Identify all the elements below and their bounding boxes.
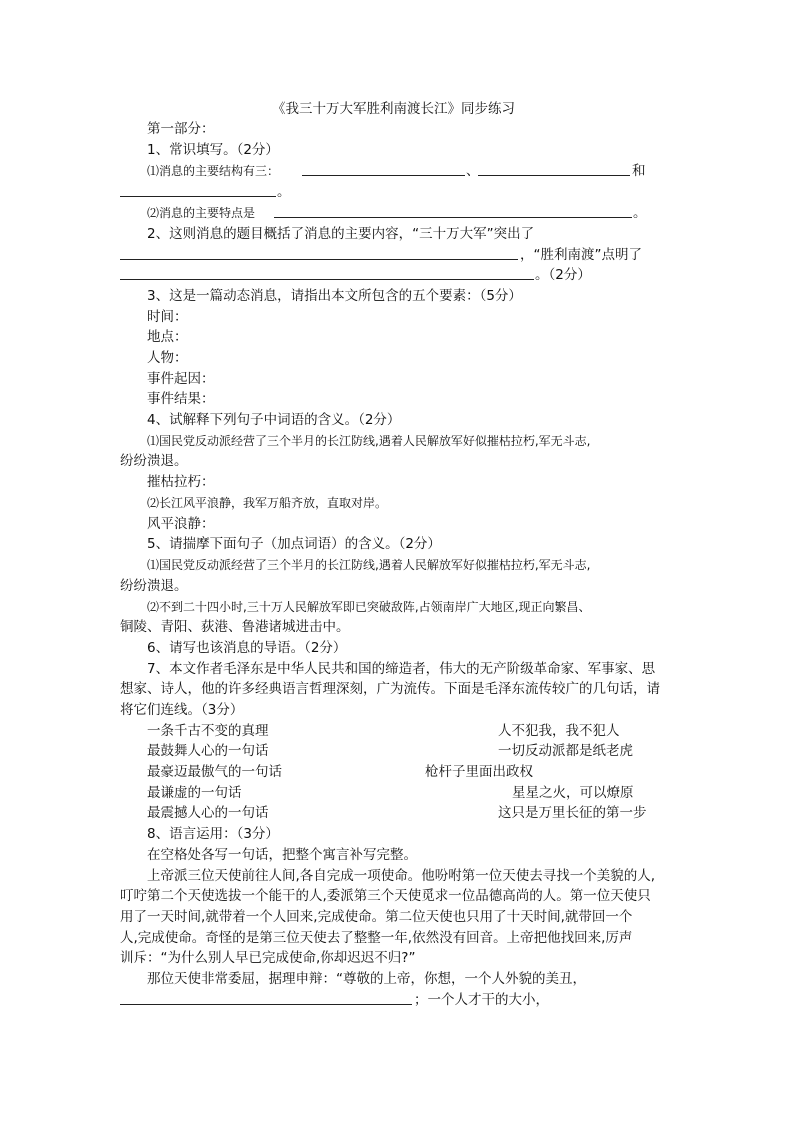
question-5-sentence2: ⑵不到二十四小时,三十万人民解放军即已突破敌阵,占领南岸广大地区,现正向繁昌、 — [147, 600, 591, 614]
question-4-sentence1: ⑴国民党反动派经营了三个半月的长江防线,遇着人民解放军好似摧枯拉朽,军无斗志, — [147, 434, 591, 448]
question-7-line3: 将它们连线。（3分） — [120, 702, 244, 718]
fable-paragraph-2: 那位天使非常委屈，据理申辩：“尊敬的上帝，你想，一个人外貌的美丑， — [147, 971, 586, 987]
question-7-line2: 想家、诗人，他的许多经典语言哲理深刻，广为流传。下面是毛泽东流传较广的几句话，请 — [120, 681, 660, 697]
match-left-item[interactable]: 最豪迈最傲气的一句话 — [147, 764, 282, 780]
answer-blank[interactable] — [120, 196, 276, 197]
question-4-heading: 4、试解释下列句子中词语的含义。（2分） — [147, 412, 401, 428]
question-2-end: 。（2分） — [535, 267, 591, 283]
match-left-item[interactable]: 一条千古不变的真理 — [147, 723, 269, 739]
period-mark: 。 — [277, 184, 291, 200]
question-8-intro: 在空格处各写一句话，把整个寓言补写完整。 — [147, 847, 417, 863]
page-title: 《我三十万大军胜利南渡长江》同步练习 — [272, 101, 515, 117]
fable-paragraph-line: 训斥：“为什么别人早已完成使命,你却迟迟不归?” — [120, 950, 416, 966]
question-1-heading: 1、常识填写。（2分） — [147, 142, 279, 158]
period-mark: 。 — [633, 205, 647, 221]
question-4-sentence1-cont: 纷纷溃退。 — [120, 453, 188, 469]
question-7-line1: 7、本文作者毛泽东是中华人民共和国的缔造者，伟大的无产阶级革命家、军事家、思 — [147, 661, 656, 677]
question-3-heading: 3、这是一篇动态消息，请指出本文所包含的五个要素：（5分） — [147, 288, 522, 304]
question-2-mid: ，“胜利南渡”点明了 — [520, 247, 642, 263]
question-8-heading: 8、语言运用：（3分） — [147, 826, 279, 842]
match-right-item[interactable]: 一切反动派都是纸老虎 — [498, 743, 633, 759]
question-2-line1: 2、这则消息的题目概括了消息的主要内容，“三十万大军”突出了 — [147, 226, 535, 242]
match-right-item[interactable]: 星星之火，可以燎原 — [512, 785, 634, 801]
part-heading: 第一部分： — [147, 121, 215, 137]
match-right-item[interactable]: 枪杆子里面出政权 — [425, 764, 533, 780]
question-5-sentence1: ⑴国民党反动派经营了三个半月的长江防线,遇着人民解放军好似摧枯拉朽,军无斗志, — [147, 558, 591, 572]
match-right-item[interactable]: 人不犯我，我不犯人 — [498, 723, 620, 739]
question-6-heading: 6、请写也该消息的导语。（2分） — [147, 640, 347, 656]
element-people: 人物： — [147, 350, 188, 366]
conjunction-text: 和 — [632, 163, 646, 179]
match-left-item[interactable]: 最谦虚的一句话 — [147, 785, 242, 801]
fable-paragraph-line: 叮咛第二个天使选拔一个能干的人,委派第三个天使觅求一位品德高尚的人。第一位天使只 — [120, 888, 651, 904]
word-fengpinglangjing: 风平浪静： — [147, 516, 215, 532]
answer-blank[interactable] — [120, 259, 518, 260]
question-4-sentence2: ⑵长江风平浪静，我军万船齐放，直取对岸。 — [147, 496, 388, 510]
match-left-item[interactable]: 最震撼人心的一句话 — [147, 805, 269, 821]
answer-blank[interactable] — [478, 175, 630, 176]
fable-paragraph-3: ；一个人才干的大小， — [414, 992, 549, 1008]
fable-paragraph-line: 人,完成使命。奇怪的是第三位天使去了整整一年,依然没有回音。上帝把他找回来,厉声 — [120, 930, 633, 946]
match-left-item[interactable]: 最鼓舞人心的一句话 — [147, 743, 269, 759]
separator-mark: 、 — [466, 163, 480, 179]
element-time: 时间： — [147, 309, 188, 325]
question-5-sentence2-cont: 铜陵、青阳、荻港、鲁港诸城进击中。 — [120, 619, 350, 635]
answer-blank[interactable] — [274, 217, 632, 218]
question-1-sub1: ⑴消息的主要结构有三： — [147, 164, 280, 178]
question-5-sentence1-cont: 纷纷溃退。 — [120, 578, 188, 594]
answer-blank[interactable] — [120, 1004, 412, 1005]
answer-blank[interactable] — [302, 175, 465, 176]
match-right-item[interactable]: 这只是万里长征的第一步 — [498, 805, 647, 821]
answer-blank[interactable] — [120, 279, 534, 280]
fable-paragraph-line: 用了一天时间,就带着一个人回来,完成使命。第二位天使也只用了十天时间,就带回一个 — [120, 909, 633, 925]
question-1-sub2: ⑵消息的主要特点是 — [147, 206, 256, 220]
element-result: 事件结果： — [147, 391, 215, 407]
question-5-heading: 5、请揣摩下面句子（加点词语）的含义。（2分） — [147, 536, 441, 552]
word-cuikulaxiu: 摧枯拉朽： — [147, 474, 215, 490]
element-cause: 事件起因： — [147, 371, 215, 387]
element-place: 地点： — [147, 329, 188, 345]
fable-paragraph-line: 上帝派三位天使前往人间,各自完成一项使命。他吩咐第一位天使去寻找一个美貌的人, — [147, 868, 656, 884]
